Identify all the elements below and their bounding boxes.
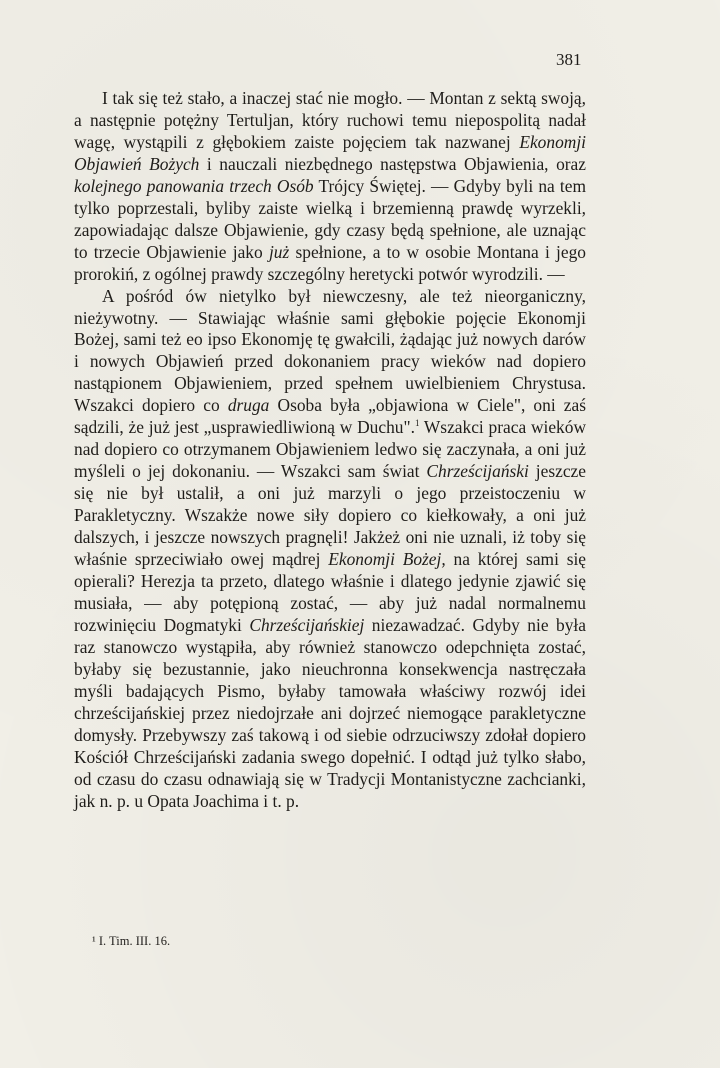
italic-phrase: Ekonomji Objawień Bożych	[74, 131, 586, 174]
text-run: I tak się też stało, a inaczej stać nie mogło. — Montan z sektą swoją, a następnie potężny Tertuljan, który ruchowi temu niepospolitą nadał wagę, wystąpili z głębokiem zaiste pojęciem tak nazwanej	[74, 88, 586, 152]
text-run: spełnione, a to w osobie Montana i jego prorokiń, z ogólnej prawdy szczególny heretycki potwór wyrodzili. —	[74, 241, 586, 284]
footnote: ¹ I. Tim. III. 16.	[92, 934, 171, 948]
page-number: 381	[556, 50, 582, 69]
text-run: Trójcy Świętej. — Gdyby byli na tem tylko poprzestali, byliby zaiste wielką i brzemienną prawdę wyrzekli, zapowiadając dalsze Objawienie, gdy czasy będą spełnione, ale uznając to trzecie Objawienie jako	[74, 175, 586, 262]
text-run: niezawadzać. Gdyby nie była raz stanowczo wystąpiła, aby również stanowczo odepchnięta zostać, byłaby się bezustannie, jako nieuchronna konsekwencja nastręczała myśli badających Pismo, byłaby tamowała właściwy rozwój idei chrześcijańskiej przez niedojrzałe ani dojrzeć niemogące parakletyczne domysły. Przebywszy zaś takową i od siebie odrzuciwszy zdołał dopiero Kościół Chrześcijański zadania swego dopełnić. I odtąd już tylko słabo, od czasu do czasu odnawiają się w Tradycji Montanistyczne zachcianki, jak n. p. u Opata Joachima i t. p.	[74, 614, 586, 811]
text-run: Osoba była „objawiona w Ciele", oni zaś sądzili, że już jest „usprawiedliwioną w Duchu".	[74, 395, 586, 438]
text-run: na której sami się opierali? Herezja ta przeto, dlatego właśnie i dlatego jedynie zjawić się musiała, — aby potępioną zostać, — aby już nadal normalnemu rozwinięciu Dogmatyki	[74, 549, 587, 635]
italic-phrase: Chrześcijańskiej	[249, 614, 365, 635]
paragraph	[74, 286, 586, 813]
text-run: i nauczali niezbędnego następstwa Objawienia, oraz	[199, 153, 586, 174]
italic-phrase: Chrześcijański	[426, 461, 529, 482]
text-run: Wszakci praca wieków nad dopiero co otrzymanem Objawieniem ledwo się zaczynała, a oni już myśleli o jej dokonaniu. — Wszakci sam świat	[74, 417, 587, 482]
text-run: A pośród ów nietylko był niewczesny, ale też nieorganiczny, nieżywotny. — Stawiając właśnie sami głębokie pojęcie Ekonomji Bożej, sami też eo ipso Ekonomję tę gwałcili, żądając już nowych darów i nowych Objawień przed dokonaniem pracy wieków nad dopiero nastąpionem Objawieniem, przed spełnem uwielbieniem Chrystusa. Wszakci dopiero co	[74, 285, 586, 416]
main-text	[74, 88, 586, 812]
italic-phrase: druga	[227, 395, 270, 416]
italic-phrase: już	[268, 241, 290, 262]
paragraph	[74, 88, 586, 286]
footnote-marker: 1	[414, 418, 420, 429]
text-run: jeszcze się nie był ustalił, a oni już marzyli o jego przeistoczeniu w Parakletyczny. Wszakże nowe siły dopiero co kiełkowały, a oni już dalszych, i jeszcze nowszych pragnęli! Jakżeż oni nie uznali, iż toby się właśnie sprzeciwiało owej mądrej	[74, 461, 586, 570]
italic-phrase: kolejnego panowania trzech Osób	[74, 175, 314, 196]
italic-phrase: Ekonomji Bożej,	[328, 549, 446, 570]
